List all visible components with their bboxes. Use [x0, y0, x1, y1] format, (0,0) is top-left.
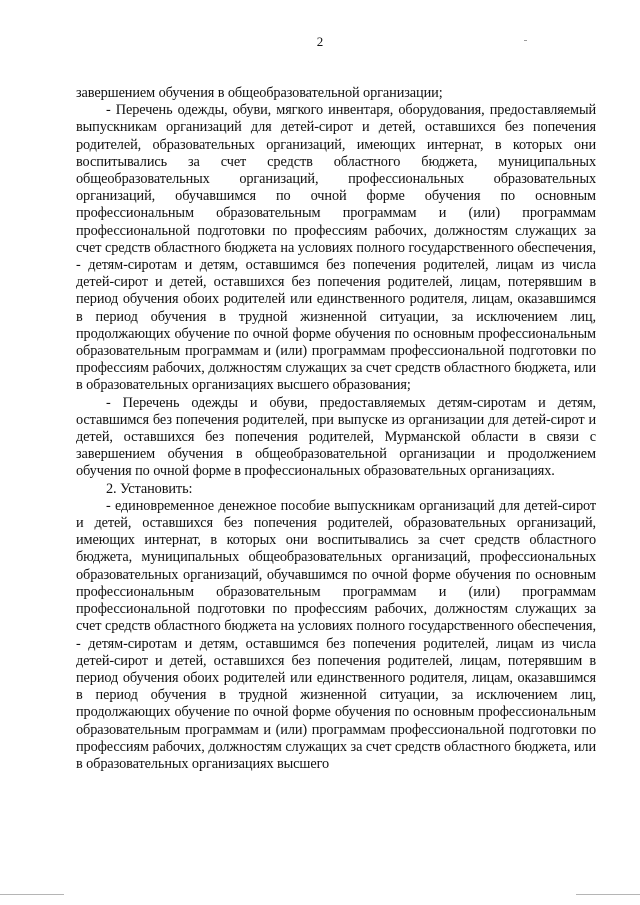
paragraph-lump-sum-allowance: - единовременное денежное пособие выпускникам организаций для детей-сирот и детей, оставшихся без попечения родителей, образовательных организаций, имеющих интернат, в которых они воспитывались за счет средств областного бюджета, муниципальных общеобразовательных организаций, профессиональных образовательных организаций, обучавшимся по очной форме обучения по основным профессиональным образовательным программам и (или) программам профессиональной подготовки по профессиям рабочих, должностям служащих за счет средств областного бюджета на условиях полного государственного обеспечения, - детям-сиротам и детям, оставшимся без попечения родителей, лицам из числа детей-сирот и детей, оставшихся без попечения родителей, лицам, потерявшим в период обучения обоих родителей или единственного родителя, лицам, оказавшимся в период обучения в трудной жизненной ситуации, за исключением лиц, продолжающих обучение по очной форме обучения по основным профессиональным образовательным программам и (или) программам профессиональной подготовки по профессиям рабочих, должностям служащих за счет средств областного бюджета, или в образовательных организациях высшего: [76, 497, 596, 772]
paragraph-section-2-heading: 2. Установить:: [106, 480, 193, 497]
bottom-left-edge-line: [0, 894, 64, 895]
document-body: [76, 85, 596, 773]
paragraph-list-clothing-shoes: - Перечень одежды и обуви, предоставляемых детям-сиротам и детям, оставшимся без попечения родителей, при выпуске из организации для детей-сирот и детей, оставшихся без попечения родителей, Мурманской области в связи с завершением обучения в общеобразовательной организации и продолжением обучения по очной форме в профессиональных образовательных организациях.: [76, 394, 596, 480]
scan-artifact: [524, 40, 527, 41]
paragraph-continuation: завершением обучения в общеобразовательной организации;: [76, 85, 443, 101]
paragraph-list-clothing-equipment: - Перечень одежды, обуви, мягкого инвентаря, оборудования, предоставляемый выпускникам организаций для детей-сирот и детей, оставшихся без попечения родителей, образовательных организаций, имеющих интернат, в которых они воспитывались за счет средств областного бюджета, муниципальных общеобразовательных организаций, профессиональных образовательных организаций, обучавшимся по очной форме обучения по основным профессиональным образовательным программам и (или) программам профессиональной подготовки по профессиям рабочих, должностям служащих за счет средств областного бюджета на условиях полного государственного обеспечения, - детям-сиротам и детям, оставшимся без попечения родителей, лицам из числа детей-сирот и детей, оставшихся без попечения родителей, лицам, потерявшим в период обучения обоих родителей или единственного родителя, лицам, оказавшимся в период обучения в трудной жизненной ситуации, за исключением лиц, продолжающих обучение по очной форме обучения по основным профессиональным образовательным программам и (или) программам профессиональной подготовки по профессиям рабочих, должностям служащих за счет средств областного бюджета, или в образовательных организациях высшего образования;: [76, 102, 596, 394]
bottom-right-edge-line: [576, 894, 640, 895]
page-number: 2: [316, 34, 324, 49]
